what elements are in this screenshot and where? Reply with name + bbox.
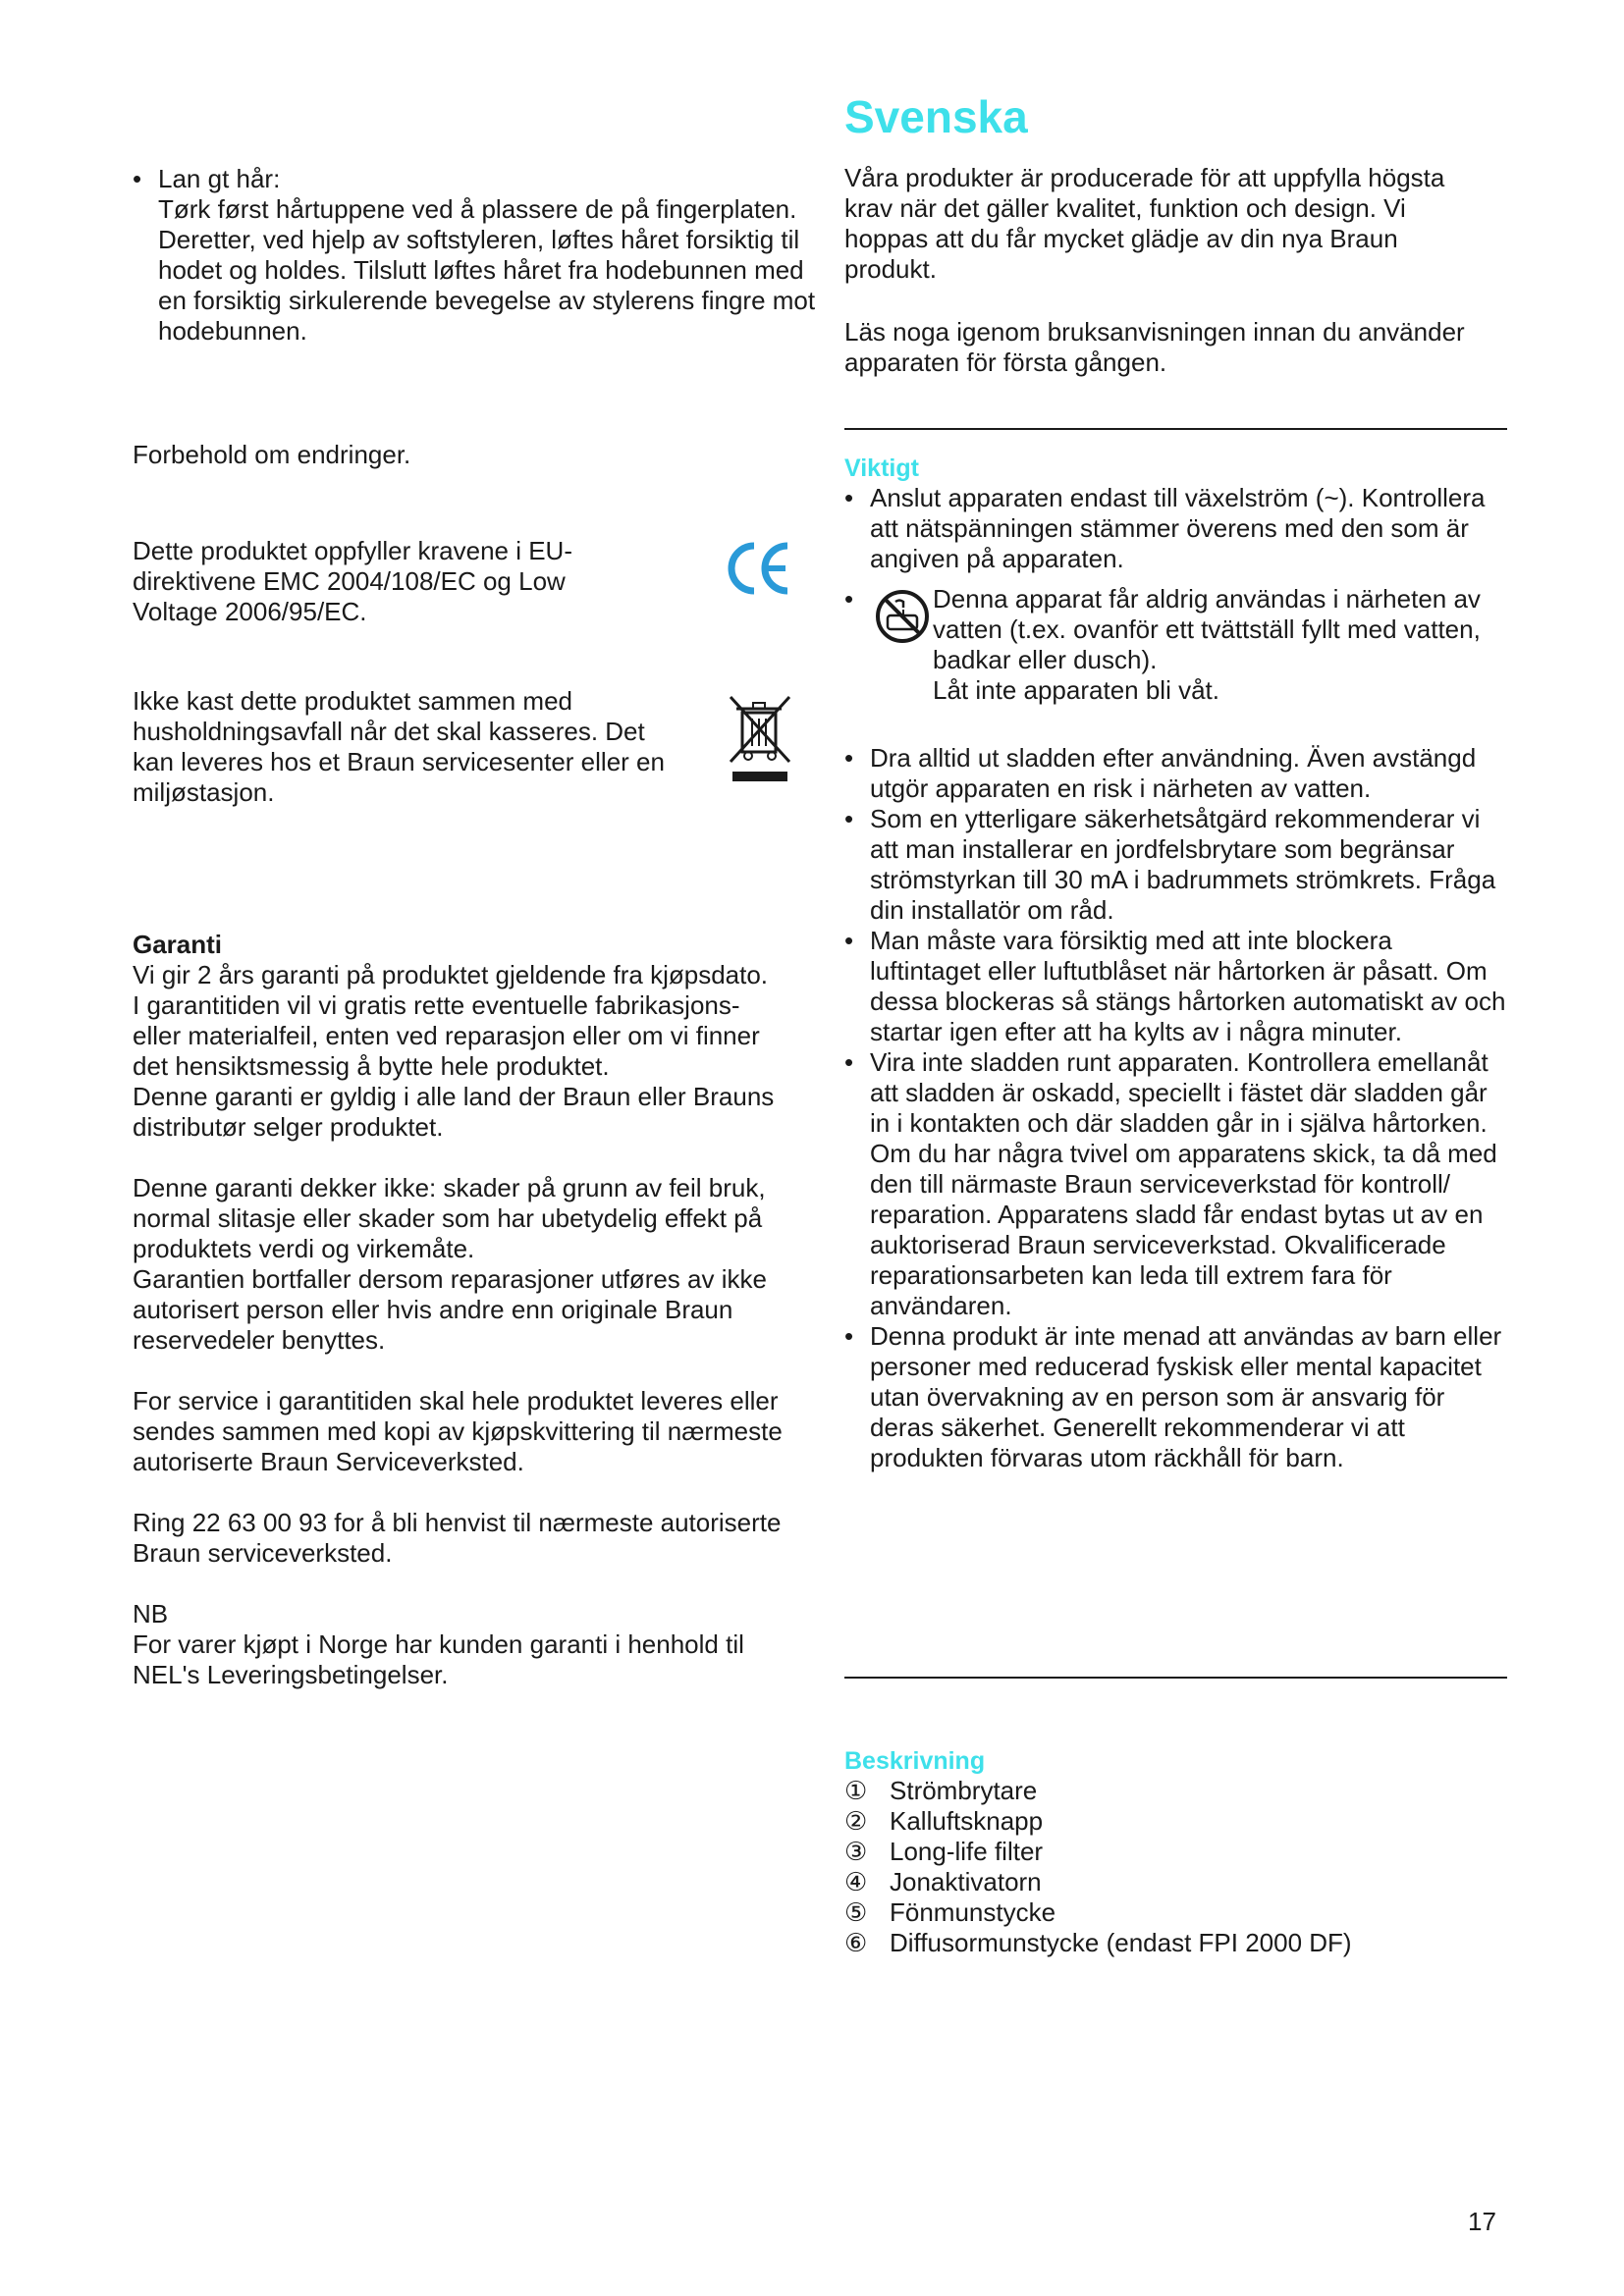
bullet: • [844, 483, 854, 512]
important-item [844, 483, 1507, 574]
bullet: • [844, 1047, 854, 1077]
item-number: ③ [844, 1837, 868, 1866]
bullet: • [844, 743, 854, 773]
item-label: Jonaktivatorn [890, 1867, 1042, 1896]
important-item [844, 926, 1507, 1047]
guarantee-paragraph: Ring 22 63 00 93 for å bli henvist til nærmeste autoriserte Braun serviceverksted. [133, 1508, 782, 1568]
important-item-text: Låt inte apparaten bli våt. [933, 675, 1219, 705]
guarantee-paragraph: For varer kjøpt i Norge har kunden garanti i henhold til NEL's Leveringsbetingelser. [133, 1629, 744, 1689]
disposal-text: Ikke kast dette produktet sammen med husholdningsavfall når det skal kasseres. Det kan leveres hos et Braun servicesenter eller en miljøstasjon. [133, 686, 665, 807]
guarantee-section [133, 930, 792, 1690]
guarantee-paragraph: I garantitiden vil vi gratis rette eventuelle fabrikasjons- eller materialfeil, enten ved reparasjon eller om vi finner det hensiktsmessig å bytte hele produktet. [133, 990, 760, 1081]
item-label: Fönmunstycke [890, 1897, 1056, 1927]
intro-paragraph: Våra produkter är producerade för att uppfylla högsta krav när det gäller kvalitet, funktion och design. Vi hoppas att du får mycket glädje av din nya Braun produkt. [844, 163, 1445, 284]
long-hair-title: Lan gt hår: [158, 164, 281, 193]
important-item-text: Denna produkt är inte menad att användas av barn eller personer med reducerad fyskisk eller mental kapacitet utan övervakning av en person som är ansvarig för deras säkerhet. Generellt rekommenderar vi att produkten förvaras utom räckhåll för barn. [870, 1321, 1502, 1472]
item-number: ② [844, 1806, 868, 1836]
long-hair-text: Tørk først hårtuppene ved å plassere de på fingerplaten. Deretter, ved hjelp av softstyleren, løftes håret forsiktig til hodet og holdes. Tilslutt løftes håret fra hodebunnen med en forsiktig sirkulerende bevegelse av stylerens fingre mot hodebunnen. [158, 194, 816, 346]
description-title: Beskrivning [844, 1747, 986, 1775]
description-item [844, 1867, 1507, 1897]
important-item [844, 1321, 1507, 1473]
bullet: • [133, 164, 142, 193]
description-section [844, 1747, 1507, 1958]
important-item-text: Vira inte sladden runt apparaten. Kontrollera emellanåt att sladden är oskadd, speciellt i fästet där sladden går in i kontakten och där sladden går in i själva hårtorken. Om du har några tvivel om apparatens skick, ta då med den till närmaste Braun serviceverkstad för kontroll/ reparation. Apparatens sladd får endast bytas ut av en auktoriserad Braun serviceverkstad. Okvalificerade reparationsarbeten kan leda till extrem fara för användaren. [870, 1047, 1497, 1320]
guarantee-paragraph: Vi gir 2 års garanti på produktet gjeldende fra kjøpsdato. [133, 960, 769, 989]
important-item-text: Man måste vara försiktig med att inte blockera luftintaget eller luftutblåset när hårtorken är påsatt. Om dessa blockeras så stängs hårtorken automatiskt av och startar igen efter att ha kylts av i några minuter. [870, 926, 1506, 1046]
description-item [844, 1776, 1507, 1806]
guarantee-paragraph: Garantien bortfaller dersom reparasjoner utføres av ikke autorisert person eller hvis andre enn originale Braun reservedeler benyttes. [133, 1264, 767, 1355]
important-section [844, 454, 1507, 1473]
item-number: ④ [844, 1867, 868, 1896]
description-item [844, 1897, 1507, 1928]
guarantee-title: Garanti [133, 930, 223, 959]
long-hair-item [133, 164, 818, 347]
item-label: Long-life filter [890, 1837, 1044, 1866]
page-number: 17 [1468, 2207, 1496, 2236]
guarantee-paragraph: Denne garanti dekker ikke: skader på grunn av feil bruk, normal slitasje eller skader som har ubetydelig effekt på produktets verdi og virkemåte. [133, 1173, 766, 1263]
important-item [844, 584, 1507, 731]
important-item-text: Som en ytterligare säkerhetsåtgärd rekommenderar vi att man installerar en jordfelsbrytare som begränsar strömstyrkan till 30 mA i badrummets strömkrets. Fråga din installatör om råd. [870, 804, 1496, 925]
section-divider [844, 1677, 1507, 1679]
ce-compliance-text: Dette produktet oppfyller kravene i EU-direktivene EMC 2004/108/EC og Low Voltage 2006/95/EC. [133, 536, 572, 626]
intro-paragraph: Läs noga igenom bruksanvisningen innan du använder apparaten för första gången. [844, 317, 1465, 377]
reservation-note: Forbehold om endringer. [133, 440, 411, 469]
crossed-bin-icon [727, 693, 793, 788]
bullet: • [844, 584, 854, 614]
section-divider [844, 428, 1507, 430]
item-number: ⑥ [844, 1928, 868, 1957]
important-item [844, 743, 1507, 804]
bullet: • [844, 1321, 854, 1351]
description-item [844, 1837, 1507, 1867]
item-label: Diffusormunstycke (endast FPI 2000 DF) [890, 1928, 1352, 1957]
bullet: • [844, 804, 854, 833]
bullet: • [844, 926, 854, 955]
important-item [844, 804, 1507, 926]
item-label: Strömbrytare [890, 1776, 1038, 1805]
important-item [844, 1047, 1507, 1321]
important-title: Viktigt [844, 454, 919, 482]
ce-mark-icon [725, 538, 791, 604]
important-item-text: Denna apparat får aldrig användas i närheten av vatten (t.ex. ovanför ett tvättställ fyllt med vatten, badkar eller dusch). [933, 584, 1481, 674]
guarantee-paragraph: Denne garanti er gyldig i alle land der Braun eller Brauns distributør selger produktet. [133, 1082, 775, 1142]
nb-label: NB [133, 1599, 169, 1629]
description-item [844, 1928, 1507, 1958]
item-number: ⑤ [844, 1897, 868, 1927]
no-water-warning-icon [874, 588, 931, 652]
item-label: Kalluftsknapp [890, 1806, 1044, 1836]
important-item-text: Dra alltid ut sladden efter användning. Även avstängd utgör apparaten en risk i närheten av vatten. [870, 743, 1477, 803]
description-item [844, 1806, 1507, 1837]
item-number: ① [844, 1776, 868, 1805]
guarantee-paragraph: For service i garantitiden skal hele produktet leveres eller sendes sammen med kopi av kjøpskvittering til nærmeste autoriserte Braun Serviceverksted. [133, 1386, 783, 1476]
language-title: Svenska [844, 91, 1028, 142]
important-item-text: Anslut apparaten endast till växelström (~). Kontrollera att nätspänningen stämmer överens med den som är angiven på apparaten. [870, 483, 1486, 573]
left-column [133, 0, 816, 1689]
